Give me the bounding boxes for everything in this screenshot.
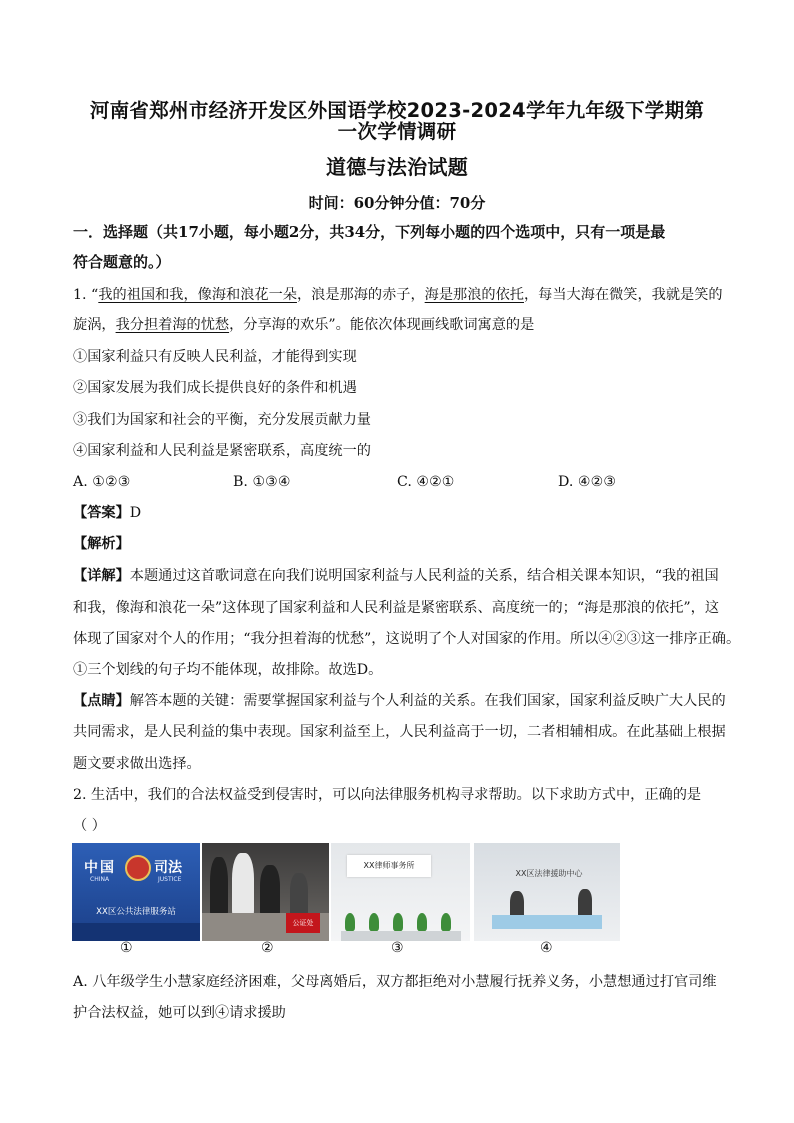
photo1-sign-left: 中国	[84, 860, 116, 876]
photo-notary-office	[202, 843, 329, 941]
photo1-station-label: XX区公共法律服务站	[96, 907, 176, 917]
photo1-en-left: CHINA	[90, 876, 110, 883]
photo1-sign-right: 司法	[154, 860, 182, 876]
answer-tag: 【答案】	[73, 505, 130, 521]
photo2-sign: 公证处	[286, 913, 320, 933]
q1-underlined-2: 海是那浪的依托	[424, 287, 524, 303]
section-heading-line1: 一．选择题（共17小题，每小题2分，共34分，下列每小题的四个选项中，只有一项是最	[73, 223, 666, 241]
q1-option-d: D. ④②③	[558, 474, 617, 490]
photo3-board: XX律师事务所	[347, 855, 431, 877]
document-title-line1: 河南省郑州市经济开发区外国语学校2023-2024学年九年级下学期第	[89, 99, 705, 122]
photo-caption-1: ①	[120, 940, 133, 956]
person-figure	[578, 889, 592, 917]
q1-statement-1: ①国家利益只有反映人民利益，才能得到实现	[73, 349, 357, 365]
q2-option-a-line1: A. 八年级学生小慧家庭经济困难，父母离婚后，双方都拒绝对小慧履行抚养义务，小慧想通过打官司维	[73, 974, 717, 990]
photo4-board: XX区法律援助中心	[515, 869, 583, 878]
q1-option-c: C. ④②①	[397, 474, 455, 490]
q1-text: ，分享海的欢乐”。能依次体现画线歌词寓意的是	[229, 317, 535, 333]
photo-caption-2: ②	[261, 940, 274, 956]
detail-text: 本题通过这首歌词意在向我们说明国家利益与人民利益的关系，结合相关课本知识，“我的祖国	[129, 568, 719, 584]
person-figure	[260, 865, 280, 917]
q2-stem-line1: 2. 生活中，我们的合法权益受到侵害时，可以向法律服务机构寻求帮助。以下求助方式中，正确的是	[73, 787, 702, 803]
analysis-tag: 【解析】	[73, 536, 130, 552]
plant-icon	[369, 913, 379, 931]
section-heading-line2: 符合题意的。）	[73, 253, 171, 271]
q1-option-b: B. ①③④	[233, 474, 291, 490]
tip-tag: 【点睛】	[73, 693, 130, 709]
photo1-base	[72, 923, 200, 941]
q1-tip-line2: 共同需求，是人民利益的集中表现。国家利益至上，人民利益高于一切，二者相辅相成。在此基础上根据	[73, 724, 726, 740]
photo-caption-4: ④	[540, 940, 553, 956]
q1-answer	[73, 503, 141, 523]
q1-detail-line2: 和我，像海和浪花一朵”这体现了国家利益和人民利益是紧密联系、高度统一的；“海是那浪的依托”，这	[73, 600, 720, 616]
q1-text: 1. “	[73, 287, 99, 303]
plant-icon	[345, 913, 355, 931]
q1-analysis	[73, 534, 130, 554]
plant-icon	[393, 913, 403, 931]
plant-icon	[417, 913, 427, 931]
q1-detail-line1	[73, 566, 719, 586]
q1-tip-line3: 题文要求做出选择。	[73, 756, 201, 772]
photo-legal-service-station	[72, 843, 200, 941]
q1-stem-line1	[73, 285, 723, 305]
q1-detail-line3: 体现了国家对个人的作用；“我分担着海的忧愁”，这说明了个人对国家的作用。所以④②③这一排序正确。	[73, 631, 741, 647]
photo-legal-aid-center	[474, 843, 620, 941]
q1-option-a: A. ①②③	[73, 474, 131, 490]
q1-stem-line2	[73, 315, 534, 335]
person-figure	[232, 853, 254, 917]
justice-emblem-icon	[125, 855, 151, 881]
q1-text: ，浪是那海的赤子，	[296, 287, 425, 303]
person-figure	[290, 873, 308, 917]
q1-text: ，每当大海在微笑，我就是笑的	[523, 287, 723, 303]
photo-caption-3: ③	[391, 940, 404, 956]
plant-icon	[441, 913, 451, 931]
tip-text: 解答本题的关键：需要掌握国家利益与个人利益的关系。在我们国家，国家利益反映广大人民的	[129, 693, 726, 709]
detail-tag: 【详解】	[73, 568, 130, 584]
q2-stem-line2: （ ）	[73, 818, 106, 834]
q2-option-a-line2: 护合法权益，她可以到④请求援助	[73, 1005, 286, 1021]
person-figure	[210, 857, 228, 917]
answer-value: D	[129, 505, 142, 521]
q1-statement-4: ④国家利益和人民利益是紧密联系，高度统一的	[73, 443, 371, 459]
subject-title: 道德与法治试题	[325, 155, 469, 179]
q1-tip-line1	[73, 691, 726, 711]
photo-law-firm	[331, 843, 470, 941]
exam-meta: 时间：60分钟分值：70分	[308, 194, 486, 212]
q1-underlined-1: 我的祖国和我，像海和浪花一朵	[98, 287, 297, 303]
photo4-desk	[492, 915, 602, 929]
q1-statement-2: ②国家发展为我们成长提供良好的条件和机遇	[73, 380, 357, 396]
photo1-en-right: JUSTICE	[158, 876, 182, 883]
q1-detail-line4: ①三个划线的句子均不能体现，故排除。故选D。	[73, 662, 383, 678]
q1-text: 旋涡，	[73, 317, 116, 333]
q1-statement-3: ③我们为国家和社会的平衡，充分发展贡献力量	[73, 412, 371, 428]
document-title-line2: 一次学情调研	[337, 120, 457, 143]
q1-underlined-3: 我分担着海的忧愁	[115, 317, 230, 333]
